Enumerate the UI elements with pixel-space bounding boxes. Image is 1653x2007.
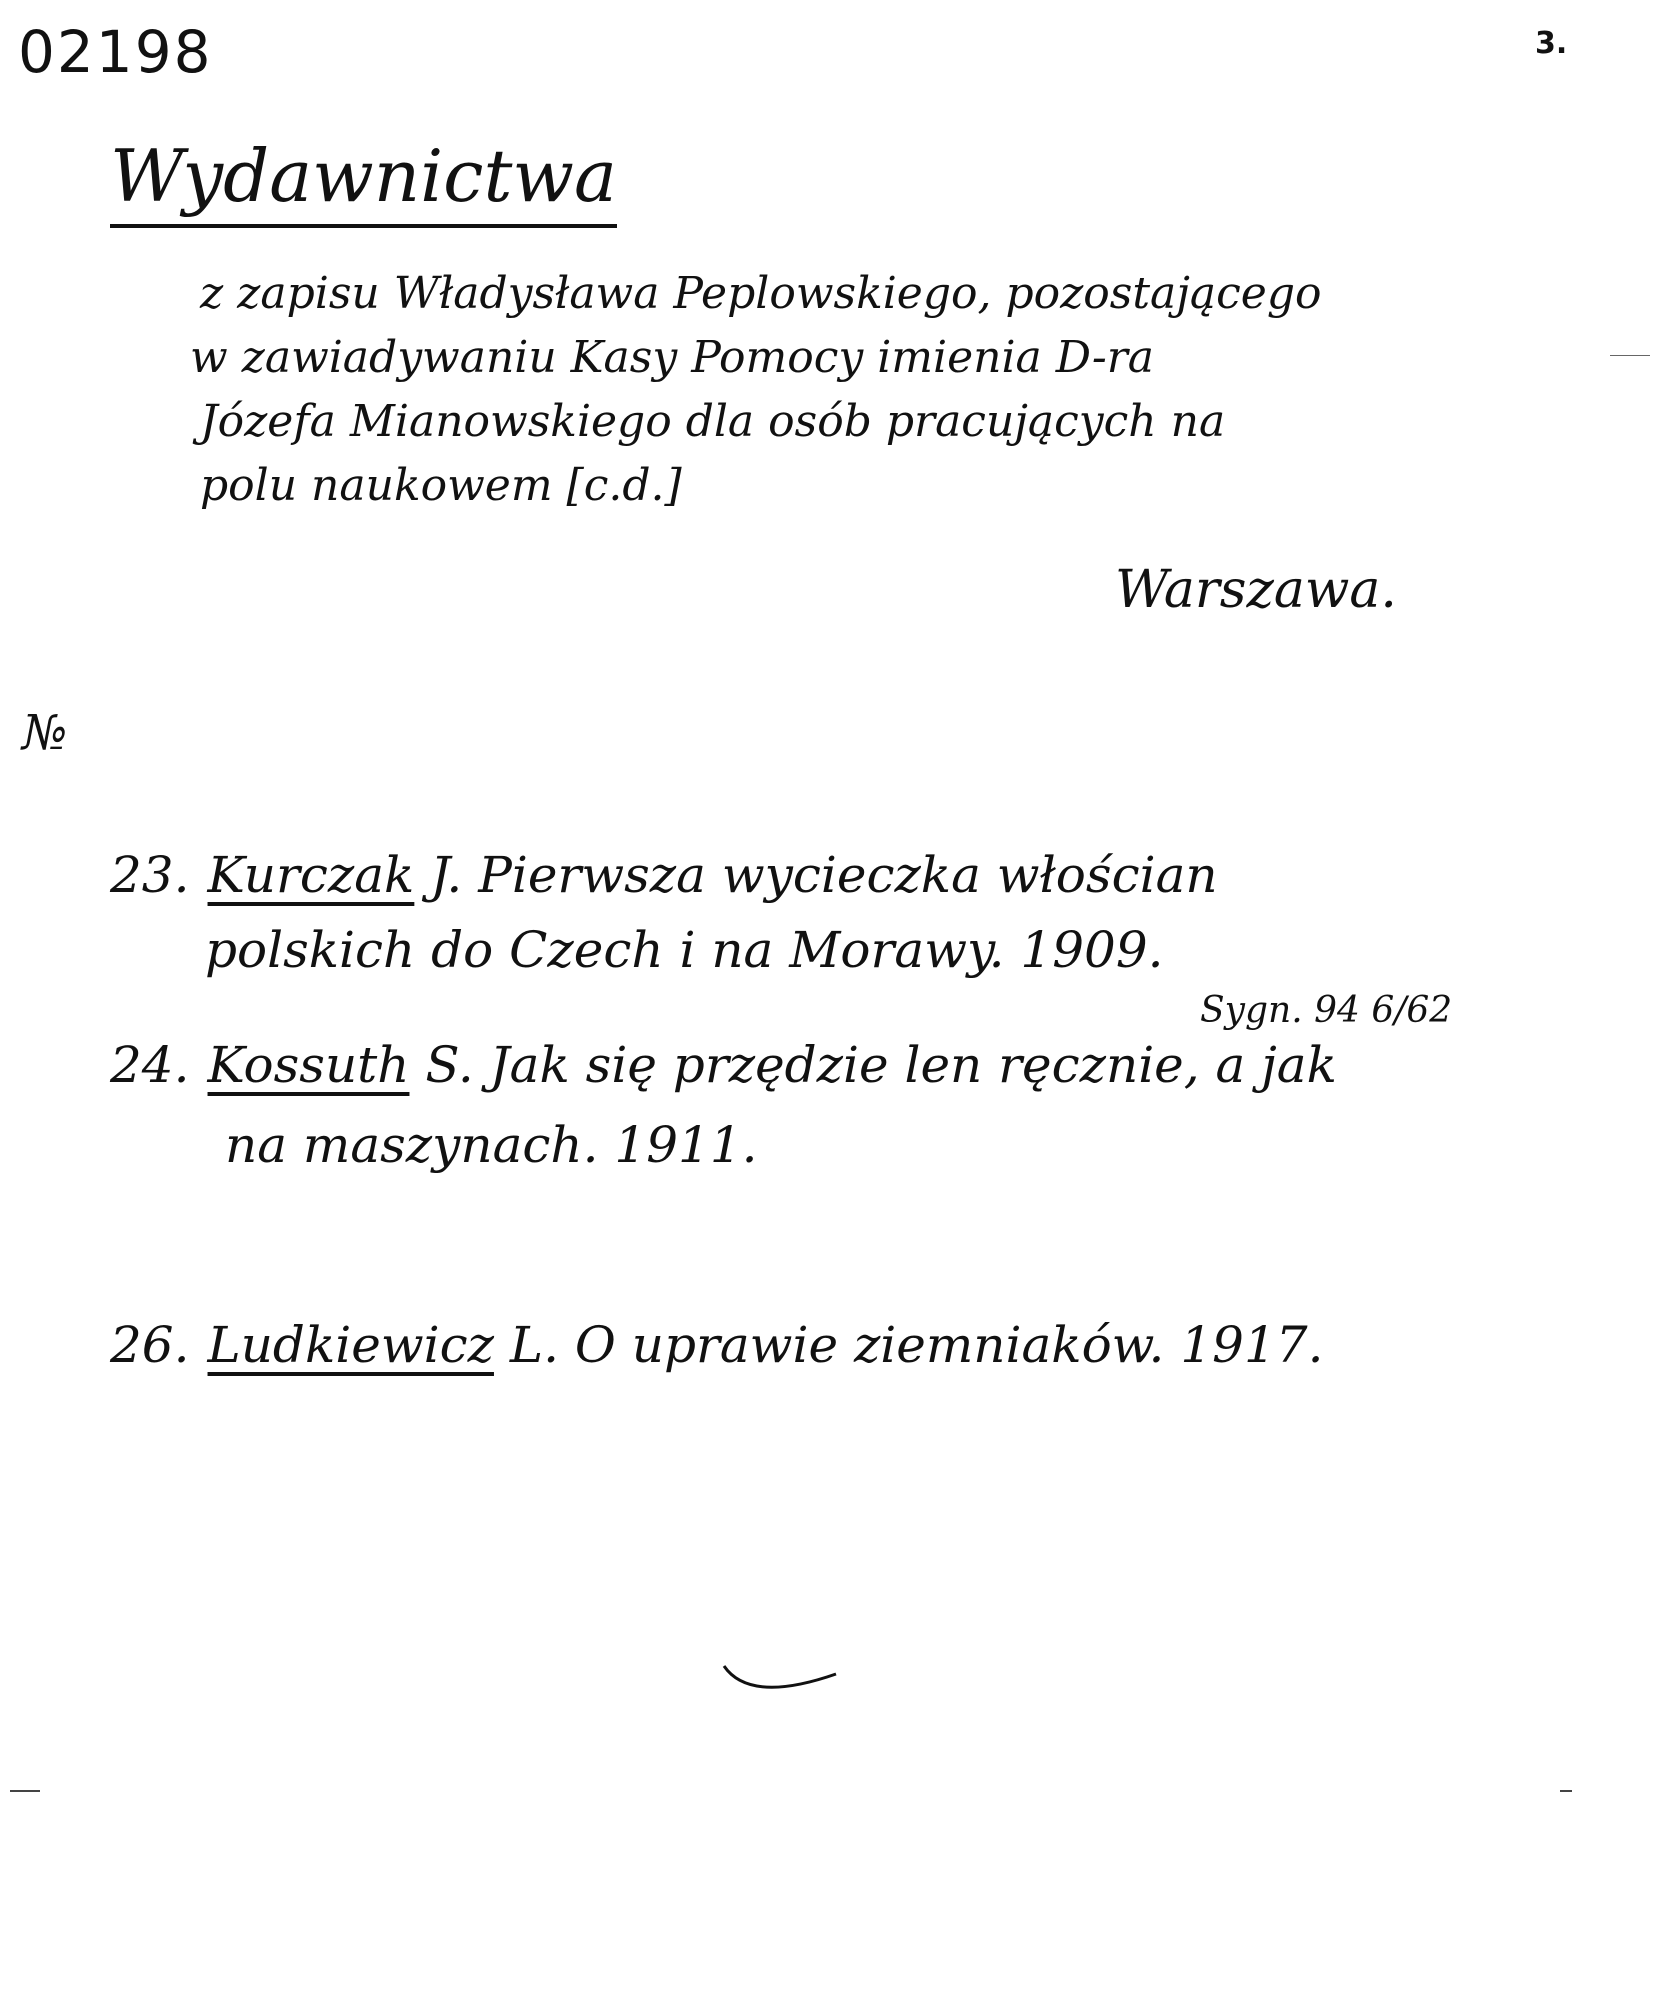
description-line: polu naukowem [c.d.] [200,460,682,511]
edge-mark [1560,1790,1572,1792]
shelf-signature: Sygn. 94 6/62 [1200,990,1453,1031]
entry-continuation: polskich do Czech i na Morawy. 1909. [205,921,1164,979]
entry-title: L. O uprawie ziemniaków. 1917. [509,1316,1324,1374]
description-line: w zawiadywaniu Kasy Pomocy imienia D-ra [190,332,1154,383]
edge-mark [10,1790,40,1792]
description-line: Józefa Mianowskiego dla osób pracujących na [200,396,1226,447]
city: Warszawa. [1115,560,1397,620]
entry-continuation: na maszynach. 1911. [225,1116,758,1174]
edge-mark [1610,355,1650,356]
entry-number: 23. [110,846,190,904]
entry-author: Kossuth [207,1036,410,1094]
entry-author: Kurczak [207,846,415,904]
description-line: z zapisu Władysława Peplowskiego, pozostającego [200,268,1322,319]
heading: Wydawnictwa [110,140,617,228]
entry-23 [110,840,1218,910]
card-number: 02198 [18,18,213,86]
entry-26 [110,1310,1323,1380]
entry-title: J. Pierwsza wycieczka włościan [430,846,1218,904]
number-mark: № [22,705,68,761]
series-description [190,262,1580,518]
curve-mark [720,1660,840,1710]
entry-author: Ludkiewicz [207,1316,494,1374]
entry-title: S. Jak się przędzie len ręcznie, a jak [425,1036,1337,1094]
page-number: 3. [1535,26,1568,61]
entry-number: 24. [110,1036,190,1094]
entry-24 [110,1030,1337,1100]
entry-number: 26. [110,1316,190,1374]
